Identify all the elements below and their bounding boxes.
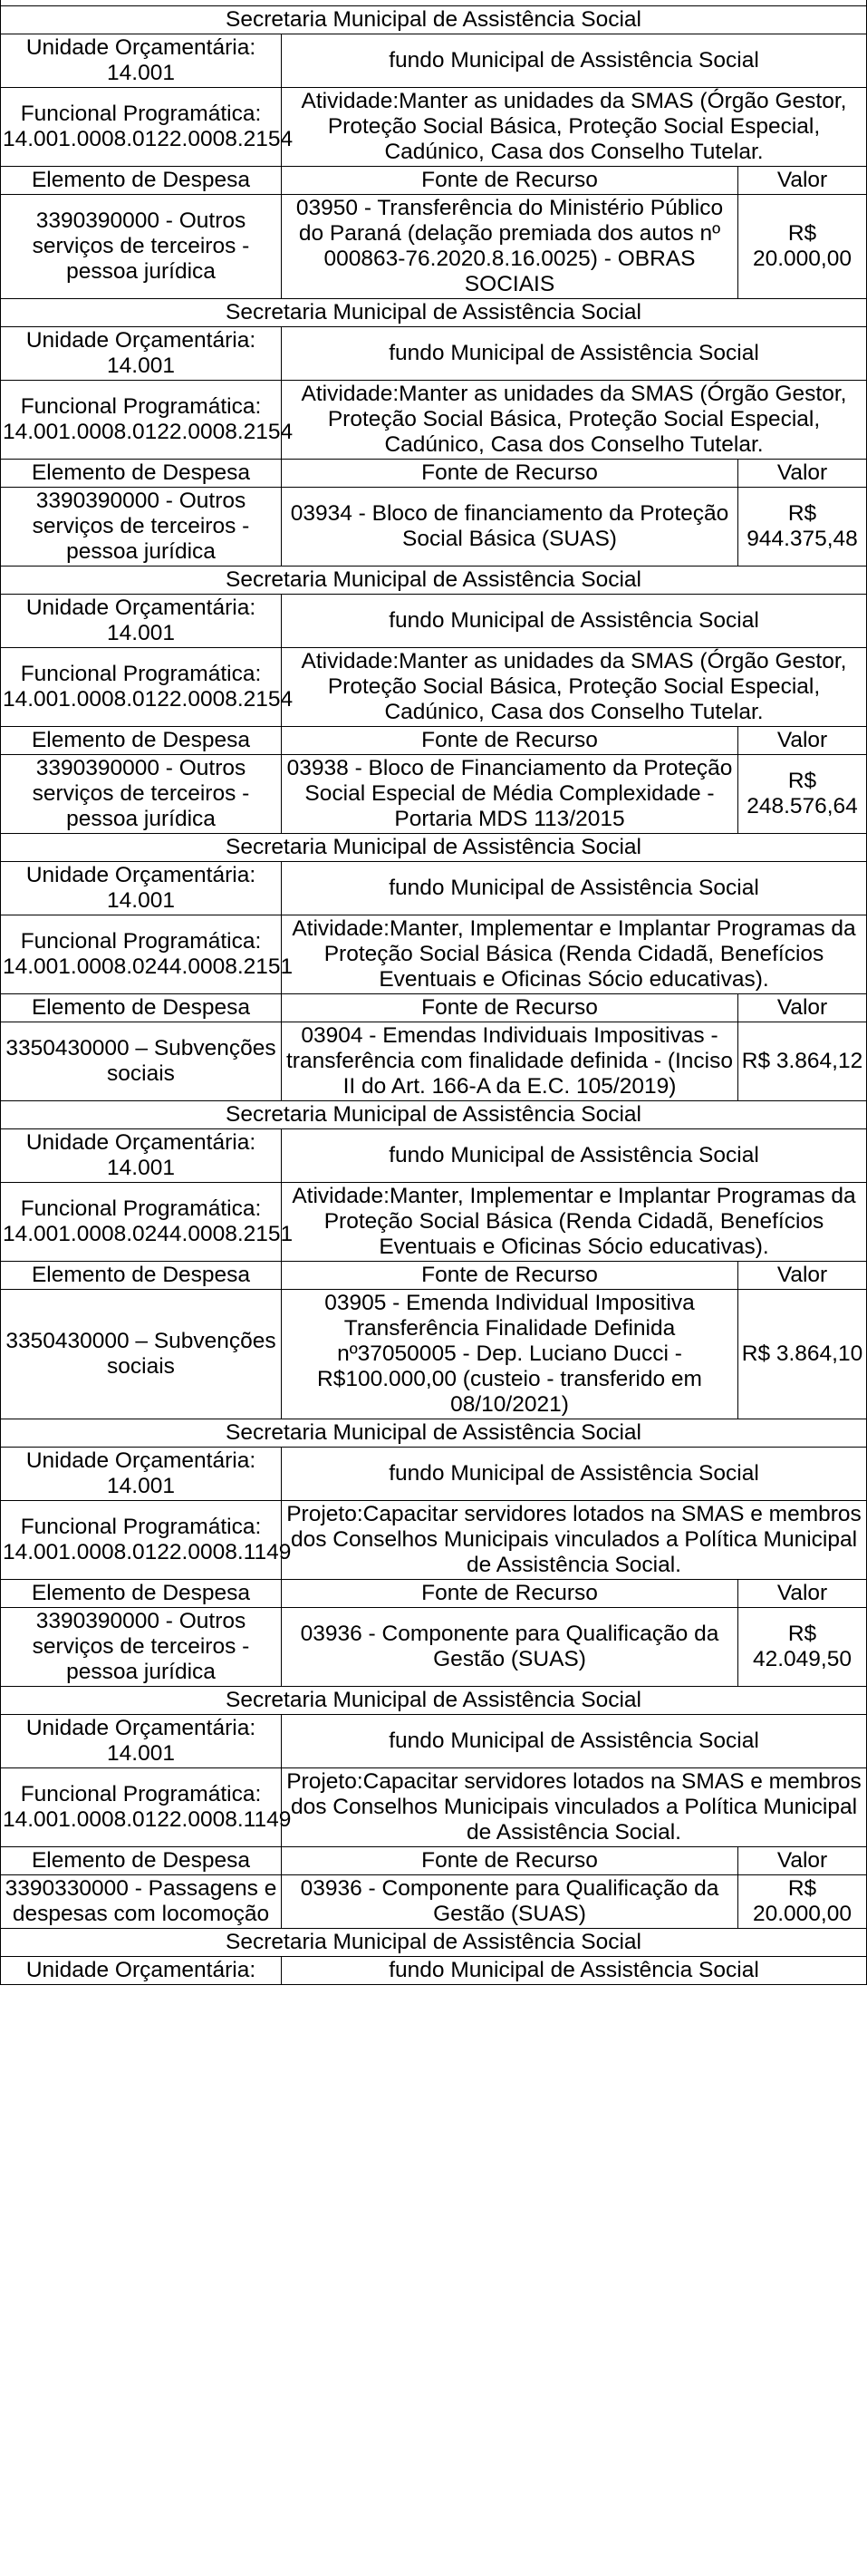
elemento-header: Elemento de Despesa: [1, 993, 282, 1022]
funcional-cell: [1, 1500, 292, 1579]
funcional-row: [1, 915, 867, 993]
funcional-row: [1, 1500, 867, 1579]
fonte-value: 03938 - Bloco de Financiamento da Proteção Social Especial de Média Complexidade - Portaria MDS 113/2015: [282, 754, 738, 833]
unidade-row: [1, 34, 867, 87]
funcional-code: 14.001.0008.0244.0008.2151: [3, 954, 294, 979]
secretaria-row: [1, 5, 867, 34]
unidade-row: [1, 1447, 867, 1500]
funcional-label: Funcional Programática:: [20, 928, 262, 954]
fonte-header: Fonte de Recurso: [282, 1261, 738, 1289]
funcional-cell: [1, 87, 294, 166]
secretaria-title: Secretaria Municipal de Assistência Social: [1, 1928, 867, 1956]
funcional-label: Funcional Programática:: [20, 101, 262, 126]
unidade-cell: [1, 861, 282, 915]
secretaria-title: Secretaria Municipal de Assistência Social: [1, 298, 867, 326]
fonte-value: 03904 - Emendas Individuais Impositivas - transferência com finalidade definida - (Inciso II do Art. 166-A da E.C. 105/2019): [282, 1022, 738, 1100]
elemento-header: Elemento de Despesa: [1, 1261, 282, 1289]
column-header-row: [1, 459, 867, 487]
atividade-description: Atividade:Manter, Implementar e Implantar Programas da Proteção Social Básica (Renda Cidadã, Benefícios Eventuais e Oficinas Sócio educativas).: [282, 1182, 867, 1261]
fundo-name: fundo Municipal de Assistência Social: [282, 326, 867, 380]
unidade-code: 14.001: [107, 887, 175, 913]
unidade-code: 14.001: [107, 1155, 175, 1180]
unidade-label: Unidade Orçamentária:: [25, 327, 256, 353]
secretaria-title: Secretaria Municipal de Assistência Social: [1, 1100, 867, 1128]
secretaria-row: [1, 1686, 867, 1714]
funcional-row: [1, 87, 867, 166]
unidade-label: Unidade Orçamentária:: [25, 862, 256, 887]
fonte-value: 03905 - Emenda Individual Impositiva Transferência Finalidade Definida nº37050005 - Dep. Luciano Ducci - R$100.000,00 (custeio - transferido em 08/10/2021): [282, 1289, 738, 1419]
elemento-value: 3390390000 - Outros serviços de terceiros - pessoa jurídica: [1, 194, 282, 298]
unidade-label: Unidade Orçamentária:: [25, 1448, 256, 1473]
funcional-cell: [1, 380, 294, 459]
atividade-description: Atividade:Manter as unidades da SMAS (Órgão Gestor, Proteção Social Básica, Proteção Social Especial, Cadúnico, Casa dos Conselho Tutelar.: [282, 647, 867, 726]
column-header-row: [1, 726, 867, 754]
fonte-header: Fonte de Recurso: [282, 1846, 738, 1874]
elemento-value: 3350430000 – Subvenções sociais: [1, 1289, 282, 1419]
fonte-header: Fonte de Recurso: [282, 993, 738, 1022]
funcional-code: 14.001.0008.0122.0008.1149: [3, 1539, 292, 1564]
elemento-value: 3390390000 - Outros serviços de terceiros - pessoa jurídica: [1, 487, 282, 566]
fonte-value: 03936 - Componente para Qualificação da Gestão (SUAS): [282, 1874, 738, 1928]
allocation-row: [1, 1607, 867, 1686]
fundo-name: fundo Municipal de Assistência Social: [282, 861, 867, 915]
valor-value: R$ 20.000,00: [738, 194, 867, 298]
unidade-cell: [1, 1447, 282, 1500]
atividade-description: Projeto:Capacitar servidores lotados na SMAS e membros dos Conselhos Municipais vinculados a Política Municipal de Assistência Social.: [282, 1500, 867, 1579]
secretaria-row: [1, 1928, 867, 1956]
unidade-cell: [1, 34, 282, 87]
funcional-code: 14.001.0008.0122.0008.2154: [3, 686, 294, 712]
valor-header: Valor: [738, 459, 867, 487]
budget-allocation-table-body: [1, 0, 867, 1984]
unidade-code: 14.001: [107, 1740, 175, 1766]
fonte-header: Fonte de Recurso: [282, 459, 738, 487]
valor-value: R$ 20.000,00: [738, 1874, 867, 1928]
elemento-value: 3390390000 - Outros serviços de terceiros - pessoa jurídica: [1, 754, 282, 833]
fonte-header: Fonte de Recurso: [282, 1579, 738, 1607]
atividade-description: Atividade:Manter as unidades da SMAS (Órgão Gestor, Proteção Social Básica, Proteção Social Especial, Cadúnico, Casa dos Conselho Tutelar.: [282, 380, 867, 459]
fonte-value: 03934 - Bloco de financiamento da Proteção Social Básica (SUAS): [282, 487, 738, 566]
funcional-label: Funcional Programática:: [20, 1514, 262, 1539]
unidade-row: [1, 861, 867, 915]
fonte-header: Fonte de Recurso: [282, 726, 738, 754]
allocation-row: [1, 194, 867, 298]
valor-value: R$ 42.049,50: [738, 1607, 867, 1686]
funcional-label: Funcional Programática:: [20, 1781, 262, 1806]
valor-header: Valor: [738, 166, 867, 194]
unidade-code: 14.001: [107, 1473, 175, 1498]
funcional-cell: [1, 1182, 294, 1261]
secretaria-row: [1, 566, 867, 594]
unidade-cell: [1, 1128, 282, 1182]
funcional-row: [1, 647, 867, 726]
unidade-label: Unidade Orçamentária:: [25, 1715, 256, 1740]
fundo-name: fundo Municipal de Assistência Social: [282, 1447, 867, 1500]
allocation-row: [1, 754, 867, 833]
unidade-cell: [1, 594, 282, 647]
allocation-row: [1, 1874, 867, 1928]
fundo-name: fundo Municipal de Assistência Social: [282, 1714, 867, 1767]
elemento-value: 3390390000 - Outros serviços de terceiros - pessoa jurídica: [1, 1607, 282, 1686]
unidade-row: [1, 1956, 867, 1984]
allocation-row: [1, 1289, 867, 1419]
valor-header: Valor: [738, 1261, 867, 1289]
unidade-code: 14.001: [107, 353, 175, 378]
secretaria-title: Secretaria Municipal de Assistência Social: [1, 566, 867, 594]
unidade-cell: [1, 1714, 282, 1767]
funcional-code: 14.001.0008.0122.0008.2154: [3, 126, 294, 151]
secretaria-title: Secretaria Municipal de Assistência Social: [1, 5, 867, 34]
valor-header: Valor: [738, 993, 867, 1022]
unidade-label: Unidade Orçamentária:: [25, 595, 256, 620]
allocation-row: [1, 487, 867, 566]
elemento-header: Elemento de Despesa: [1, 1579, 282, 1607]
funcional-row: [1, 380, 867, 459]
column-header-row: [1, 993, 867, 1022]
funcional-row: [1, 1182, 867, 1261]
fundo-name: fundo Municipal de Assistência Social: [282, 34, 867, 87]
atividade-description: Projeto:Capacitar servidores lotados na SMAS e membros dos Conselhos Municipais vinculados a Política Municipal de Assistência Social.: [282, 1767, 867, 1846]
unidade-label: Unidade Orçamentária:: [1, 1956, 282, 1984]
fonte-value: 03950 - Transferência do Ministério Público do Paraná (delação premiada dos autos nº 000863-76.2020.8.16.0025) - OBRAS SOCIAIS: [282, 194, 738, 298]
fundo-name: fundo Municipal de Assistência Social: [282, 594, 867, 647]
fundo-name: fundo Municipal de Assistência Social: [282, 1128, 867, 1182]
valor-value: R$ 248.576,64: [738, 754, 867, 833]
unidade-row: [1, 1714, 867, 1767]
elemento-header: Elemento de Despesa: [1, 166, 282, 194]
elemento-header: Elemento de Despesa: [1, 1846, 282, 1874]
secretaria-row: [1, 1419, 867, 1447]
valor-value: R$ 944.375,48: [738, 487, 867, 566]
valor-header: Valor: [738, 1846, 867, 1874]
secretaria-title: Secretaria Municipal de Assistência Social: [1, 1686, 867, 1714]
secretaria-row: [1, 833, 867, 861]
funcional-row: [1, 1767, 867, 1846]
funcional-cell: [1, 647, 294, 726]
funcional-code: 14.001.0008.0122.0008.2154: [3, 419, 294, 444]
elemento-value: 3390330000 - Passagens e despesas com locomoção: [1, 1874, 282, 1928]
unidade-label: Unidade Orçamentária:: [25, 1129, 256, 1155]
unidade-row: [1, 594, 867, 647]
column-header-row: [1, 1846, 867, 1874]
valor-header: Valor: [738, 1579, 867, 1607]
funcional-cell: [1, 1767, 292, 1846]
unidade-row: [1, 326, 867, 380]
funcional-label: Funcional Programática:: [20, 1196, 262, 1221]
atividade-description: Atividade:Manter, Implementar e Implantar Programas da Proteção Social Básica (Renda Cidadã, Benefícios Eventuais e Oficinas Sócio educativas).: [282, 915, 867, 993]
valor-value: R$ 3.864,12: [738, 1022, 867, 1100]
funcional-cell: [1, 915, 294, 993]
funcional-code: 14.001.0008.0122.0008.1149: [3, 1806, 292, 1832]
secretaria-title: Secretaria Municipal de Assistência Social: [1, 833, 867, 861]
column-header-row: [1, 166, 867, 194]
unidade-code: 14.001: [107, 620, 175, 645]
funcional-label: Funcional Programática:: [20, 393, 262, 419]
unidade-label: Unidade Orçamentária:: [25, 34, 256, 60]
funcional-label: Funcional Programática:: [20, 661, 262, 686]
elemento-header: Elemento de Despesa: [1, 459, 282, 487]
column-header-row: [1, 1261, 867, 1289]
allocation-row: [1, 1022, 867, 1100]
valor-value: R$ 3.864,10: [738, 1289, 867, 1419]
fonte-value: 03936 - Componente para Qualificação da Gestão (SUAS): [282, 1607, 738, 1686]
fonte-header: Fonte de Recurso: [282, 166, 738, 194]
unidade-code: 14.001: [107, 60, 175, 85]
column-header-row: [1, 1579, 867, 1607]
unidade-row: [1, 1128, 867, 1182]
secretaria-row: [1, 1100, 867, 1128]
atividade-description: Atividade:Manter as unidades da SMAS (Órgão Gestor, Proteção Social Básica, Proteção Social Especial, Cadúnico, Casa dos Conselho Tutelar.: [282, 87, 867, 166]
secretaria-title: Secretaria Municipal de Assistência Social: [1, 1419, 867, 1447]
unidade-cell: [1, 326, 282, 380]
funcional-code: 14.001.0008.0244.0008.2151: [3, 1221, 294, 1246]
elemento-header: Elemento de Despesa: [1, 726, 282, 754]
secretaria-row: [1, 298, 867, 326]
elemento-value: 3350430000 – Subvenções sociais: [1, 1022, 282, 1100]
fundo-name: fundo Municipal de Assistência Social: [282, 1956, 867, 1984]
valor-header: Valor: [738, 726, 867, 754]
